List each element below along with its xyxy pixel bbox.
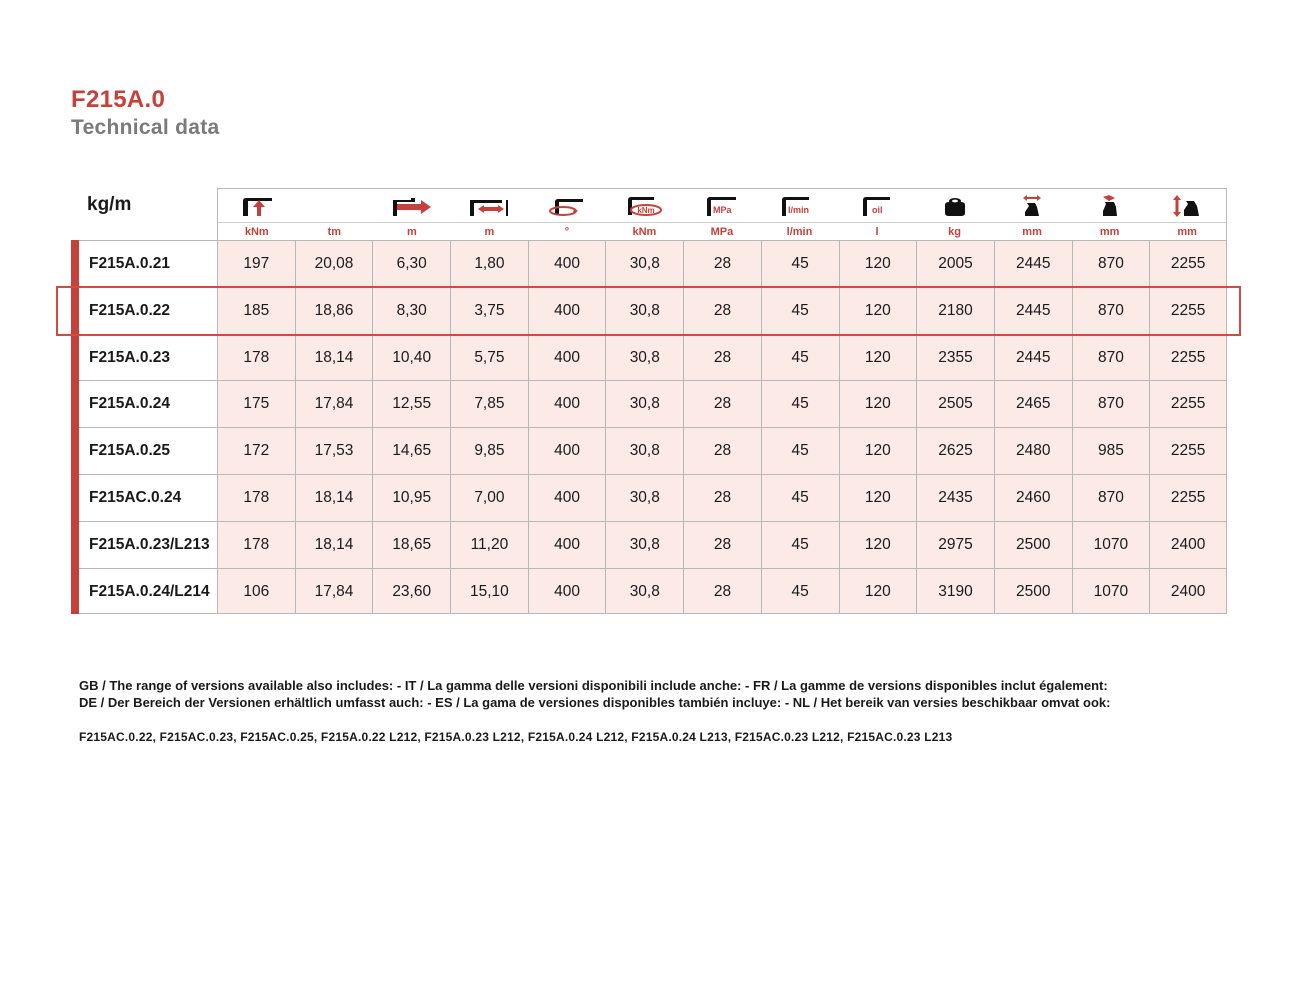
table-cell: 28 <box>683 287 761 334</box>
unit-label: m <box>484 226 495 238</box>
height-icon <box>1148 189 1226 222</box>
row-accent-bar <box>71 287 79 334</box>
table-cell: 2975 <box>916 521 994 568</box>
table-cell: 2255 <box>1149 240 1227 287</box>
table-cell: 400 <box>528 240 606 287</box>
table-cell: 45 <box>761 287 839 334</box>
table-cell: 2400 <box>1149 568 1227 615</box>
model-name: F215AC.0.24 <box>79 474 217 521</box>
table-row <box>71 427 1227 474</box>
table-cell: 45 <box>761 521 839 568</box>
table-cell: 2435 <box>916 474 994 521</box>
row-accent-bar <box>71 474 79 521</box>
versions-note-line-1: GB / The range of versions available also includes: - IT / La gamma delle versioni disponibili include anche: - FR / La gamme de versions disponibles inclut également: <box>79 678 1108 693</box>
table-cell: 45 <box>761 240 839 287</box>
table-cell: 30,8 <box>605 474 683 521</box>
table-cell: 870 <box>1072 380 1150 427</box>
table-cell: 400 <box>528 334 606 381</box>
table-cell: 17,84 <box>295 380 373 427</box>
additional-versions-list: F215AC.0.22, F215AC.0.23, F215AC.0.25, F215A.0.22 L212, F215A.0.23 L212, F215A.0.24 L212, F215A.0.24 L213, F215AC.0.23 L212, F215AC.0.23 L213 <box>79 730 953 744</box>
table-cell: 30,8 <box>605 380 683 427</box>
table-cell: 400 <box>528 521 606 568</box>
table-cell: 28 <box>683 240 761 287</box>
versions-note-line-2: DE / Der Bereich der Versionen erhältlich umfasst auch: - ES / La gama de versiones disponibles también incluye: - NL / Het bereik van versies beschikbaar omvat ook: <box>79 695 1111 710</box>
table-cell: 28 <box>683 380 761 427</box>
unit-label: MPa <box>710 226 734 238</box>
table-cell: 1,80 <box>450 240 528 287</box>
table-cell: 3,75 <box>450 287 528 334</box>
table-cell: 197 <box>217 240 295 287</box>
table-cell: 2465 <box>994 380 1072 427</box>
row-accent-bar <box>71 427 79 474</box>
table-cell: 45 <box>761 568 839 615</box>
table-cell: 400 <box>528 568 606 615</box>
versions-note <box>79 677 1110 711</box>
table-cell: 2255 <box>1149 334 1227 381</box>
table-cell: 172 <box>217 427 295 474</box>
table-cell: 28 <box>683 521 761 568</box>
table-cell: 8,30 <box>372 287 450 334</box>
table-cell: 30,8 <box>605 427 683 474</box>
unit-label: kg <box>948 226 961 238</box>
table-cell: 18,86 <box>295 287 373 334</box>
table-cell: 2625 <box>916 427 994 474</box>
table-cell: 2445 <box>994 240 1072 287</box>
unit-label: l/min <box>786 226 813 238</box>
model-name: F215A.0.23 <box>79 334 217 381</box>
table-row <box>71 474 1227 521</box>
model-name: F215A.0.21 <box>79 240 217 287</box>
table-cell: 985 <box>1072 427 1150 474</box>
table-cell: 175 <box>217 380 295 427</box>
table-cell: 6,30 <box>372 240 450 287</box>
table-cell: 28 <box>683 474 761 521</box>
table-cell: 120 <box>839 240 917 287</box>
svg-text:l/min: l/min <box>788 204 810 215</box>
table-cell: 870 <box>1072 474 1150 521</box>
unit-label: ° <box>564 226 570 238</box>
slewing-torque-icon <box>606 189 684 222</box>
row-accent-bar <box>71 521 79 568</box>
table-cell: 2500 <box>994 521 1072 568</box>
table-cell: 18,65 <box>372 521 450 568</box>
table-cell: 2005 <box>916 240 994 287</box>
table-header <box>217 188 1227 240</box>
table-cell: 2255 <box>1149 474 1227 521</box>
unit-label: m <box>406 226 417 238</box>
crane-lift-moment-icon <box>218 189 296 222</box>
table-cell: 18,14 <box>295 474 373 521</box>
table-cell: 120 <box>839 474 917 521</box>
table-cell: 400 <box>528 380 606 427</box>
table-cell: 45 <box>761 474 839 521</box>
table-cell: 178 <box>217 521 295 568</box>
table-cell: 28 <box>683 334 761 381</box>
table-cell: 20,08 <box>295 240 373 287</box>
table-cell: 45 <box>761 380 839 427</box>
table-cell: 18,14 <box>295 521 373 568</box>
table-row <box>71 287 1227 334</box>
table-row <box>71 568 1227 615</box>
table-cell: 1070 <box>1072 521 1150 568</box>
table-cell: 2445 <box>994 334 1072 381</box>
table-cell: 120 <box>839 287 917 334</box>
oil-tank-icon <box>838 189 916 222</box>
table-cell: 11,20 <box>450 521 528 568</box>
table-row <box>71 380 1227 427</box>
row-accent-bar <box>71 380 79 427</box>
unit-label: kNm <box>244 226 269 238</box>
model-name: F215A.0.23/L213 <box>79 521 217 568</box>
weight-icon <box>916 189 994 222</box>
unit-label: kNm <box>632 226 657 238</box>
table-cell: 28 <box>683 427 761 474</box>
table-cell: 400 <box>528 427 606 474</box>
table-cell: 870 <box>1072 334 1150 381</box>
table-cell: 2180 <box>916 287 994 334</box>
table-cell: 2505 <box>916 380 994 427</box>
slewing-angle-icon <box>528 189 606 222</box>
row-accent-bar <box>71 240 79 287</box>
table-cell: 12,55 <box>372 380 450 427</box>
table-row <box>71 240 1227 287</box>
svg-text:kNm: kNm <box>637 205 656 215</box>
table-cell: 120 <box>839 521 917 568</box>
page-subtitle: Technical data <box>71 116 220 139</box>
unit-label: mm <box>1099 226 1120 238</box>
table-cell: 400 <box>528 474 606 521</box>
table-cell: 17,84 <box>295 568 373 615</box>
unit-label: mm <box>1177 226 1197 238</box>
table-cell: 5,75 <box>450 334 528 381</box>
table-cell: 2355 <box>916 334 994 381</box>
table-cell: 1070 <box>1072 568 1150 615</box>
table-row <box>71 334 1227 381</box>
svg-text:oil: oil <box>872 204 883 215</box>
table-cell: 870 <box>1072 287 1150 334</box>
unit-label: mm <box>1022 226 1042 238</box>
table-cell: 15,10 <box>450 568 528 615</box>
table-cell: 17,53 <box>295 427 373 474</box>
table-cell: 120 <box>839 427 917 474</box>
unit-label: tm <box>327 226 342 238</box>
table-cell: 2255 <box>1149 380 1227 427</box>
manual-extension-icon <box>451 189 529 222</box>
table-cell: 30,8 <box>605 334 683 381</box>
table-cell: 870 <box>1072 240 1150 287</box>
pressure-icon <box>683 189 761 222</box>
pump-flow-icon <box>761 189 839 222</box>
row-accent-bar <box>71 334 79 381</box>
table-cell: 45 <box>761 334 839 381</box>
table-cell: 185 <box>217 287 295 334</box>
table-cell: 14,65 <box>372 427 450 474</box>
corner-unit-label: kg/m <box>87 194 132 215</box>
table-cell: 45 <box>761 427 839 474</box>
table-cell: 120 <box>839 380 917 427</box>
table-cell: 7,00 <box>450 474 528 521</box>
row-accent-bar <box>71 568 79 615</box>
table-cell: 9,85 <box>450 427 528 474</box>
model-name: F215A.0.25 <box>79 427 217 474</box>
table-cell: 30,8 <box>605 568 683 615</box>
width-icon <box>993 189 1071 222</box>
table-cell: 2255 <box>1149 427 1227 474</box>
table-cell: 2500 <box>994 568 1072 615</box>
table-cell: 178 <box>217 334 295 381</box>
table-cell: 10,95 <box>372 474 450 521</box>
table-cell: 178 <box>217 474 295 521</box>
table-cell: 2255 <box>1149 287 1227 334</box>
table-cell: 10,40 <box>372 334 450 381</box>
table-cell: 30,8 <box>605 521 683 568</box>
table-cell: 3190 <box>916 568 994 615</box>
model-name: F215A.0.22 <box>79 287 217 334</box>
hydraulic-outreach-icon <box>373 189 451 222</box>
table-cell: 2445 <box>994 287 1072 334</box>
svg-text:MPa: MPa <box>712 204 732 215</box>
table-cell: 30,8 <box>605 287 683 334</box>
table-cell: 28 <box>683 568 761 615</box>
depth-icon <box>1071 189 1149 222</box>
table-cell: 120 <box>839 334 917 381</box>
crane-lift-tm-icon <box>296 189 374 222</box>
table-cell: 2460 <box>994 474 1072 521</box>
table-cell: 18,14 <box>295 334 373 381</box>
model-name: F215A.0.24/L214 <box>79 568 217 615</box>
table-row <box>71 521 1227 568</box>
unit-label: l <box>875 226 879 238</box>
page-title: F215A.0 <box>71 86 166 113</box>
table-cell: 2480 <box>994 427 1072 474</box>
table-cell: 106 <box>217 568 295 615</box>
table-cell: 120 <box>839 568 917 615</box>
table-cell: 7,85 <box>450 380 528 427</box>
table-cell: 30,8 <box>605 240 683 287</box>
table-cell: 400 <box>528 287 606 334</box>
table-cell: 23,60 <box>372 568 450 615</box>
table-cell: 2400 <box>1149 521 1227 568</box>
model-name: F215A.0.24 <box>79 380 217 427</box>
